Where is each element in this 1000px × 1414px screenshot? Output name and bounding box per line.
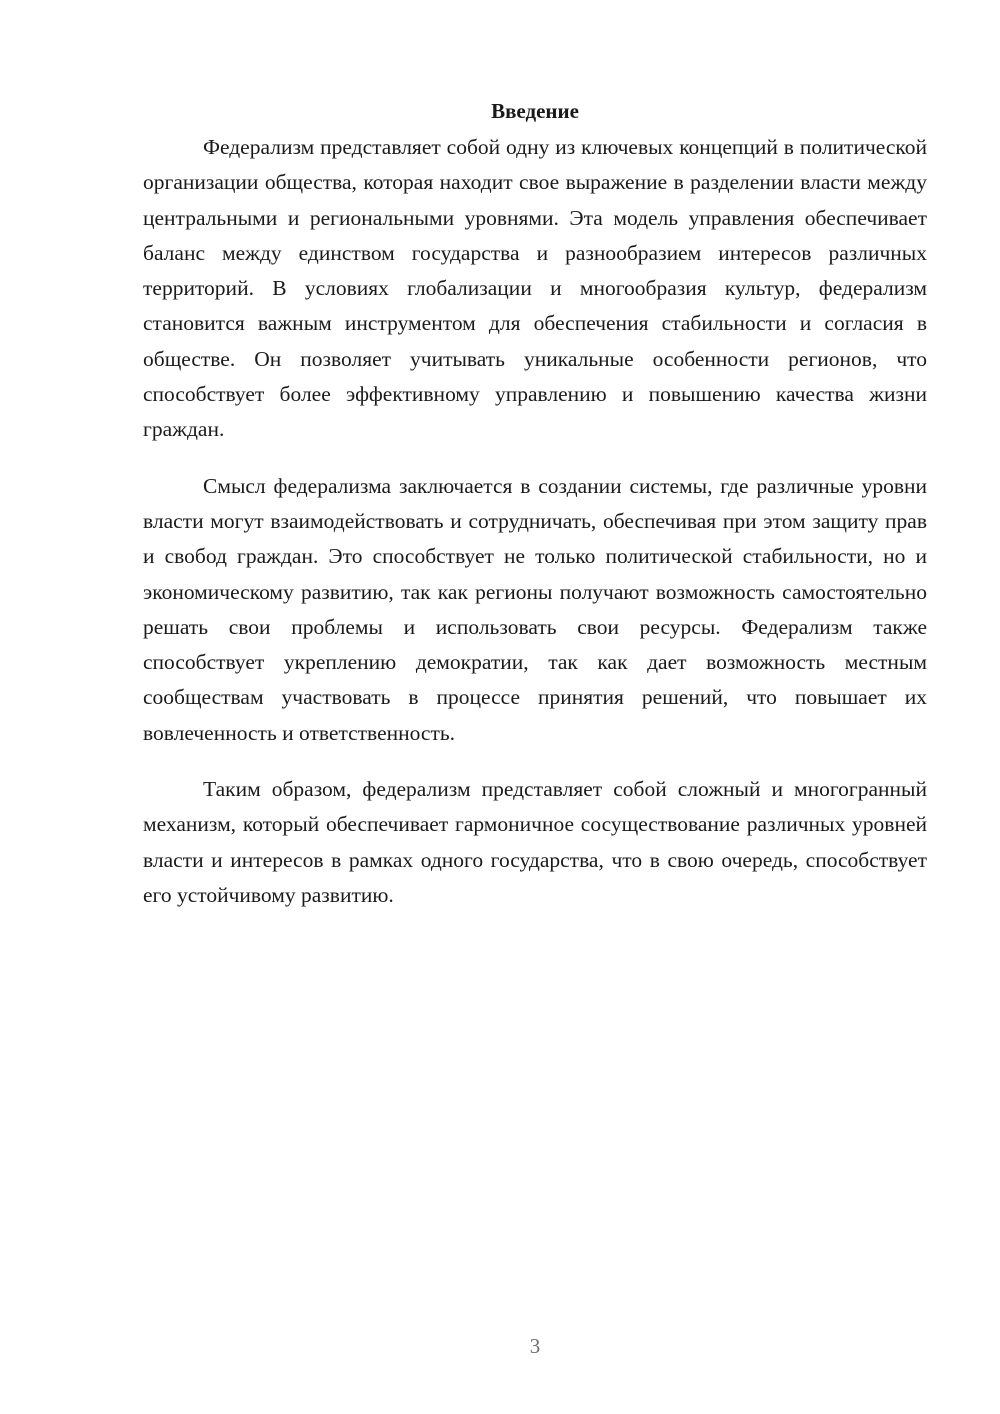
paragraph-2: Смысл федерализма заключается в создании системы, где различные уровни власти могут взаимодействовать и сотрудничать, обеспечивая при этом защиту прав и свобод граждан. Это способствует не только политической стабильности, но и экономическому развитию, так как регионы получают возможность самостоятельно решать свои проблемы и использовать свои ресурсы. Федерализм также способствует укреплению демократии, так как дает возможность местным сообществам участвовать в процессе принятия решений, что повышает их вовлеченность и ответственность. [143, 473, 927, 745]
page-number: 3 [529, 1334, 541, 1358]
paragraph-1: Федерализм представляет собой одну из ключевых концепций в политической организации общества, которая находит свое выражение в разделении власти между центральными и региональными уровнями. Эта модель управления обеспечивает баланс между единством государства и разнообразием интересов различных территорий. В условиях глобализации и многообразия культур, федерализм становится важным инструментом для обеспечения стабильности и согласия в обществе. Он позволяет учитывать уникальные особенности регионов, что способствует более эффективному управлению и повышению качества жизни граждан. [143, 135, 927, 442]
paragraph-3: Таким образом, федерализм представляет собой сложный и многогранный механизм, который обеспечивает гармоничное сосуществование различных уровней власти и интересов в рамках одного государства, что в свою очередь, способствует его устойчивому развитию. [143, 777, 927, 907]
document-body [143, 96, 927, 934]
section-heading: Введение [491, 99, 579, 123]
